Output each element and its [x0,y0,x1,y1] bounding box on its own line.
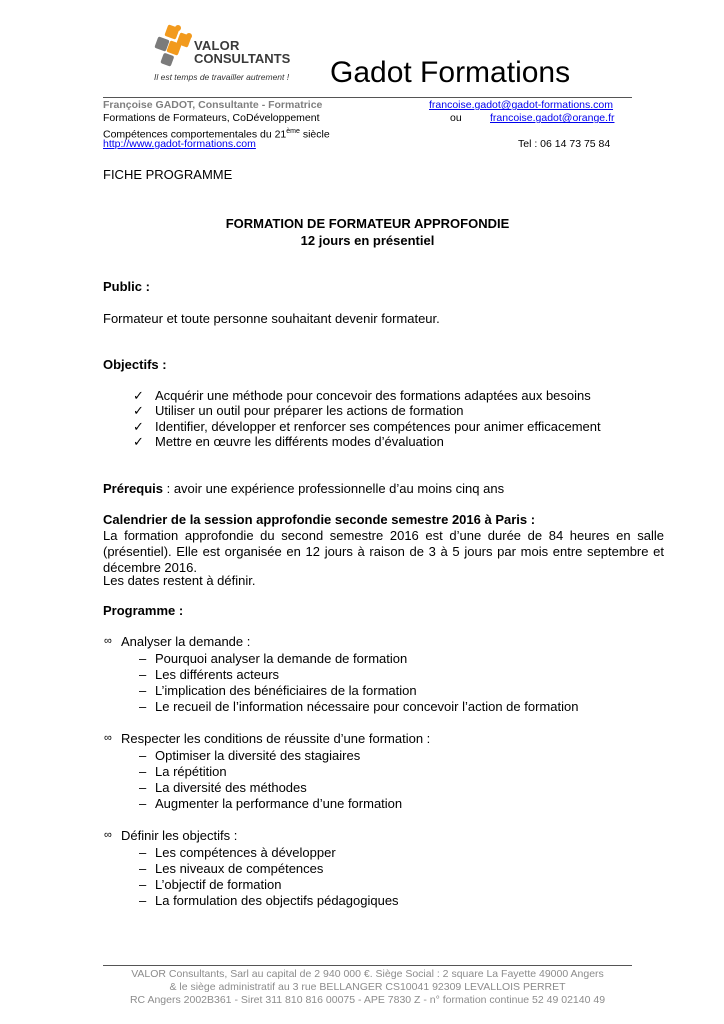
dash-icon: – [139,651,147,666]
dash-icon: – [139,893,147,908]
dash-icon: – [139,764,147,779]
header-line-3: Compétences comportementales du 21ème siècle [103,128,330,141]
programme-item: La répétition [155,764,227,779]
dash-icon: – [139,877,147,892]
objectif-item: Acquérir une méthode pour concevoir des formations adaptées aux besoins [155,388,591,403]
programme-section-title: Analyser la demande : [121,634,251,649]
programme-section-title: Définir les objectifs : [121,828,238,843]
check-icon: ✓ [133,419,144,434]
document-title: FORMATION DE FORMATEUR APPROFONDIE [225,216,510,231]
programme-item: La diversité des méthodes [155,780,307,795]
dash-icon: – [139,845,147,860]
objectif-item: Mettre en œuvre les différents modes d’évaluation [155,434,444,449]
puzzle-logo-icon [152,24,196,68]
email-link-primary[interactable]: francoise.gadot@gadot-formations.com [429,99,614,111]
logo-tagline: Il est temps de travailler autrement ! [154,72,290,82]
infinity-bullet-icon: ∞ [104,635,112,647]
calendrier-heading: Calendrier de la session approfondie seconde semestre 2016 à Paris : [103,512,536,527]
prerequis-label: Prérequis [103,481,163,496]
infinity-bullet-icon: ∞ [104,732,112,744]
programme-item: Optimiser la diversité des stagiaires [155,748,361,763]
programme-item: Les niveaux de compétences [155,861,324,876]
objectif-item: Utiliser un outil pour préparer les actions de formation [155,403,464,418]
dash-icon: – [139,861,147,876]
programme-section-title: Respecter les conditions de réussite d’une formation : [121,731,431,746]
calendrier-dates: Les dates restent à définir. [103,573,256,588]
header-divider [103,97,632,98]
programme-item: Pourquoi analyser la demande de formation [155,651,408,666]
telephone: Tel : 06 14 73 75 84 [518,138,611,150]
dash-icon: – [139,667,147,682]
footer-line-1: VALOR Consultants, Sarl au capital de 2 940 000 €. Siège Social : 2 square La Fayette 49000 Angers [131,968,604,980]
or-label: ou [450,112,462,124]
fiche-programme-label: FICHE PROGRAMME [103,167,233,182]
objectif-item: Identifier, développer et renforcer ses compétences pour animer efficacement [155,419,601,434]
programme-item: L’implication des bénéficiaires de la formation [155,683,417,698]
calendrier-text: La formation approfondie du second semestre 2016 est d’une durée de 84 heures en salle (présentiel). Elle est organisée en 12 jours à raison de 3 à 5 jours par mois entre septembre et décembre 2016. [103,528,664,575]
programme-heading: Programme : [103,603,184,618]
header-line-2: Formations de Formateurs, CoDéveloppement [103,112,320,124]
dash-icon: – [139,796,147,811]
dash-icon: – [139,748,147,763]
consultant-name: Françoise GADOT, Consultante - Formatrice [103,99,323,111]
programme-item: Les différents acteurs [155,667,280,682]
brand-title: Gadot Formations [330,56,571,89]
footer-divider [103,965,632,966]
footer-line-2: & le siège administratif au 3 rue BELLANGER CS10041 92309 LEVALLOIS PERRET [169,981,566,993]
programme-item: La formulation des objectifs pédagogiques [155,893,399,908]
prerequis-line [103,481,504,496]
infinity-bullet-icon: ∞ [104,829,112,841]
check-icon: ✓ [133,434,144,449]
programme-item: L’objectif de formation [155,877,282,892]
objectifs-heading: Objectifs : [103,357,167,372]
check-icon: ✓ [133,388,144,403]
website-link[interactable]: http://www.gadot-formations.com [103,138,256,150]
logo-line-1: VALOR [194,38,240,53]
programme-item: Les compétences à développer [155,845,336,860]
prerequis-text: : avoir une expérience professionnelle d’au moins cinq ans [162,481,505,496]
email-link-secondary[interactable]: francoise.gadot@orange.fr [490,112,615,124]
programme-item: Le recueil de l’information nécessaire pour concevoir l’action de formation [155,699,579,714]
public-heading: Public : [103,279,150,294]
dash-icon: – [139,780,147,795]
valor-consultants-logo [150,22,290,84]
document-subtitle: 12 jours en présentiel [300,233,435,248]
public-text: Formateur et toute personne souhaitant devenir formateur. [103,311,440,326]
footer-line-3: RC Angers 2002B361 - Siret 311 810 816 00075 - APE 7830 Z - n° formation continue 52 49 02140 49 [129,994,606,1006]
dash-icon: – [139,683,147,698]
check-icon: ✓ [133,403,144,418]
logo-line-2: CONSULTANTS [194,51,291,66]
dash-icon: – [139,699,147,714]
programme-item: Augmenter la performance d’une formation [155,796,403,811]
